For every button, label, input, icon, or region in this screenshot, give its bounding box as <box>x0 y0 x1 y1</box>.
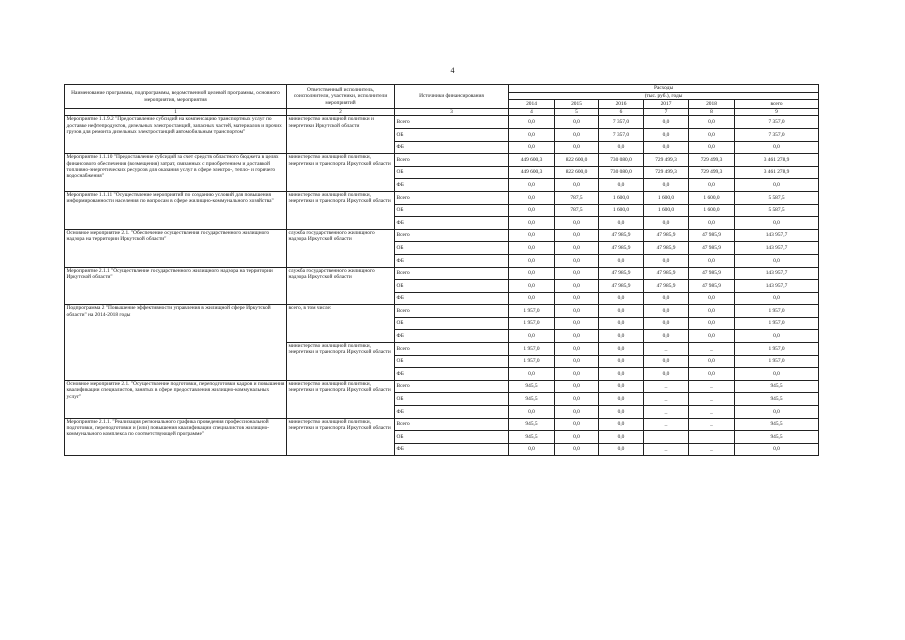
funding-source: ОБ <box>395 128 509 141</box>
executor-name: всего, в том числе: <box>287 305 395 343</box>
year-value: 0,0 <box>509 191 555 204</box>
year-value: _ <box>644 380 689 393</box>
funding-source: Всего <box>395 116 509 129</box>
year-value: 729 499,3 <box>644 166 689 179</box>
year-value: 47 985,9 <box>599 229 644 242</box>
column-index: 8 <box>689 109 735 116</box>
funding-source: Всего <box>395 380 509 393</box>
table-row <box>65 418 819 431</box>
year-value: 0,0 <box>555 292 599 305</box>
table-row <box>65 380 819 393</box>
year-value: 7 357,0 <box>599 128 644 141</box>
year-value: 945,5 <box>509 393 555 406</box>
year-value: 1 957,0 <box>509 317 555 330</box>
year-value: 47 985,9 <box>599 242 644 255</box>
year-value: 0,0 <box>644 217 689 230</box>
year-value <box>689 431 735 444</box>
total-value: 5 587,5 <box>735 204 819 217</box>
year-value: 822 600,0 <box>555 166 599 179</box>
year-value: 0,0 <box>555 343 599 356</box>
year-value: 0,0 <box>599 355 644 368</box>
year-value: 0,0 <box>555 179 599 192</box>
total-value: 0,0 <box>735 368 819 381</box>
total-value: 7 357,0 <box>735 128 819 141</box>
year-value: 0,0 <box>599 406 644 419</box>
year-value: 945,5 <box>509 380 555 393</box>
year-value: _ <box>689 443 735 456</box>
year-value: 0,0 <box>689 330 735 343</box>
year-value: _ <box>689 418 735 431</box>
program-name: Подпрограмма 2 "Повышение эффективности управления в жилищной сфере Иркутской области" на 2014-2018 годы <box>65 305 287 381</box>
total-value: 0,0 <box>735 217 819 230</box>
year-value: 0,0 <box>599 305 644 318</box>
total-value: 0,0 <box>735 254 819 267</box>
year-value: 1 600,0 <box>644 204 689 217</box>
column-index-row <box>65 109 819 116</box>
year-value: 0,0 <box>644 317 689 330</box>
year-value: 0,0 <box>509 280 555 293</box>
year-value: 0,0 <box>599 380 644 393</box>
funding-source: ОБ <box>395 204 509 217</box>
page-number: 4 <box>450 66 455 75</box>
funding-source: ФБ <box>395 330 509 343</box>
table-row <box>65 154 819 167</box>
total-value: 1 957,0 <box>735 317 819 330</box>
column-index: 7 <box>644 109 689 116</box>
header-year: 2017 <box>644 100 689 109</box>
year-value: 822 600,0 <box>555 154 599 167</box>
year-value: 0,0 <box>689 128 735 141</box>
year-value: 0,0 <box>555 431 599 444</box>
year-value: 0,0 <box>599 217 644 230</box>
year-value: 47 985,9 <box>644 280 689 293</box>
column-index: 2 <box>287 109 395 116</box>
year-value: 0,0 <box>689 355 735 368</box>
program-name: Мероприятие 2.1.1 "Осуществление государственного жилищного надзора на территории Иркутской области" <box>65 267 287 305</box>
total-value: 7 357,0 <box>735 116 819 129</box>
year-value: _ <box>644 443 689 456</box>
table-row <box>65 191 819 204</box>
year-value: 0,0 <box>555 393 599 406</box>
year-value: 0,0 <box>555 116 599 129</box>
year-value: 0,0 <box>555 418 599 431</box>
year-value: 729 499,3 <box>689 166 735 179</box>
year-value: 0,0 <box>555 128 599 141</box>
year-value: 0,0 <box>644 116 689 129</box>
year-value: 945,5 <box>509 431 555 444</box>
funding-source: ФБ <box>395 179 509 192</box>
year-value: 0,0 <box>689 116 735 129</box>
year-value: 0,0 <box>509 292 555 305</box>
year-value: 730 080,0 <box>599 154 644 167</box>
executor-name: министерство жилищной политики, энергетики и транспорта Иркутской области <box>287 380 395 418</box>
year-value: 0,0 <box>509 330 555 343</box>
year-value: 0,0 <box>644 305 689 318</box>
funding-source: ФБ <box>395 368 509 381</box>
executor-name: министерство жилищной политики, энергетики и транспорта Иркутской области <box>287 418 395 456</box>
funding-source: Всего <box>395 343 509 356</box>
total-value: 1 957,0 <box>735 355 819 368</box>
year-value: 47 985,9 <box>689 242 735 255</box>
funding-source: Всего <box>395 418 509 431</box>
total-value: 945,5 <box>735 393 819 406</box>
total-value: 945,5 <box>735 380 819 393</box>
year-value: 0,0 <box>644 128 689 141</box>
year-value: 0,0 <box>599 292 644 305</box>
funding-source: ФБ <box>395 217 509 230</box>
year-value: 0,0 <box>689 292 735 305</box>
funding-source: Всего <box>395 305 509 318</box>
year-value: 0,0 <box>555 355 599 368</box>
funding-source: Всего <box>395 191 509 204</box>
year-value: 729 499,3 <box>689 154 735 167</box>
total-value: 0,0 <box>735 292 819 305</box>
year-value: 0,0 <box>689 179 735 192</box>
year-value: 729 499,3 <box>644 154 689 167</box>
header-year: 2014 <box>509 100 555 109</box>
executor-name: министерство жилищной политики, энергетики и транспорта Иркутской области <box>287 191 395 229</box>
year-value: 0,0 <box>644 330 689 343</box>
total-value: 143 957,7 <box>735 242 819 255</box>
year-value: 449 600,3 <box>509 154 555 167</box>
year-value: 0,0 <box>599 317 644 330</box>
total-value: 0,0 <box>735 443 819 456</box>
year-value: _ <box>644 393 689 406</box>
year-value: 945,5 <box>509 418 555 431</box>
table-row <box>65 229 819 242</box>
year-value: 0,0 <box>599 368 644 381</box>
year-value: 0,0 <box>599 393 644 406</box>
funding-source: ОБ <box>395 166 509 179</box>
year-value: 1 957,0 <box>509 355 555 368</box>
year-value: 0,0 <box>599 254 644 267</box>
year-value: 0,0 <box>599 431 644 444</box>
year-value: 0,0 <box>599 179 644 192</box>
year-value: 0,0 <box>509 254 555 267</box>
total-value: 0,0 <box>735 406 819 419</box>
year-value: 47 985,9 <box>689 229 735 242</box>
program-name: Основное мероприятие 2.1. "Обеспечение осуществления государственного жилищного надзора на территории Иркутской области" <box>65 229 287 267</box>
year-value: 0,0 <box>599 418 644 431</box>
column-index: 3 <box>395 109 509 116</box>
year-value: 0,0 <box>555 406 599 419</box>
header-executor: Ответственный исполнитель, соисполнители, участники, исполнители мероприятий <box>287 85 395 109</box>
year-value: 1 600,0 <box>644 191 689 204</box>
table-body <box>65 116 819 456</box>
funding-source: ОБ <box>395 280 509 293</box>
year-value: 0,0 <box>509 204 555 217</box>
header-year: 2018 <box>689 100 735 109</box>
executor-name: министерство жилищной политики, энергетики и транспорта Иркутской области <box>287 154 395 192</box>
year-value: 0,0 <box>689 305 735 318</box>
year-value: 1 957,0 <box>509 305 555 318</box>
year-value: 0,0 <box>644 254 689 267</box>
year-value: 1 600,0 <box>689 204 735 217</box>
year-value: _ <box>644 418 689 431</box>
program-name: Мероприятие 1.1.9.2 "Предоставление субсидий на компенсацию транспортных услуг по доставке нефтепродуктов, дизельных электростанций, запасных частей, материалов и прочих грузов для ремонта дизельных электростанций автомобильным транспортом" <box>65 116 287 154</box>
year-value: _ <box>689 380 735 393</box>
total-value: 0,0 <box>735 179 819 192</box>
total-value: 0,0 <box>735 330 819 343</box>
year-value: 47 985,9 <box>599 267 644 280</box>
year-value: 47 985,9 <box>599 280 644 293</box>
year-value: _ <box>689 343 735 356</box>
executor-name: служба государственного жилищного надзора Иркутской области <box>287 229 395 267</box>
total-value: 945,5 <box>735 418 819 431</box>
total-value: 5 587,5 <box>735 191 819 204</box>
funding-source: ОБ <box>395 355 509 368</box>
year-value: 787,5 <box>555 191 599 204</box>
year-value: 1 957,0 <box>509 343 555 356</box>
year-value <box>644 431 689 444</box>
funding-source: ФБ <box>395 292 509 305</box>
header-total: всего <box>735 100 819 109</box>
funding-source: Всего <box>395 154 509 167</box>
year-value: _ <box>689 406 735 419</box>
year-value: _ <box>644 406 689 419</box>
year-value: 0,0 <box>555 141 599 154</box>
year-value: 0,0 <box>509 217 555 230</box>
year-value: 0,0 <box>509 443 555 456</box>
year-value: 0,0 <box>555 380 599 393</box>
total-value: 3 461 278,9 <box>735 166 819 179</box>
total-value: 1 957,0 <box>735 343 819 356</box>
year-value: 0,0 <box>644 179 689 192</box>
program-name: Мероприятие 2.1.1. "Реализация регионального графика проведения профессиональной подготовки, переподготовки и (или) повышения квалификации специалистов жилищно-коммунального комплекса по соответствующей программе" <box>65 418 287 456</box>
year-value: 0,0 <box>689 217 735 230</box>
funding-source: ФБ <box>395 254 509 267</box>
column-index: 5 <box>555 109 599 116</box>
header-expenses: Расходы <box>509 85 819 93</box>
column-index: 6 <box>599 109 644 116</box>
year-value: 0,0 <box>555 330 599 343</box>
year-value: 0,0 <box>509 141 555 154</box>
year-value: 0,0 <box>555 217 599 230</box>
year-value: 47 985,9 <box>644 229 689 242</box>
year-value: 0,0 <box>555 368 599 381</box>
year-value: 0,0 <box>509 116 555 129</box>
year-value: 0,0 <box>644 292 689 305</box>
year-value: 47 985,9 <box>689 280 735 293</box>
year-value: 0,0 <box>555 305 599 318</box>
program-name: Мероприятие 1.1.10 "Предоставление субсидий за счет средств областного бюджета в целях финансового обеспечения (возмещения) затрат, связанных с приобретением и доставкой топливно-энергетических ресурсов для оказания услуг в сфере электро-, тепло- и горячего водоснабжения" <box>65 154 287 192</box>
year-value: 0,0 <box>555 280 599 293</box>
total-value: 143 957,7 <box>735 280 819 293</box>
header-name: Наименование программы, подпрограммы, ведомственной целевой программы, основного мероприятия, мероприятия <box>65 85 287 109</box>
table-row <box>65 305 819 318</box>
year-value: 0,0 <box>509 128 555 141</box>
year-value: 0,0 <box>509 267 555 280</box>
funding-source: ФБ <box>395 141 509 154</box>
executor-name: министерство жилищной политики, энергетики и транспорта Иркутской области <box>287 343 395 381</box>
year-value: 0,0 <box>644 368 689 381</box>
year-value: 0,0 <box>644 355 689 368</box>
funding-source: ОБ <box>395 317 509 330</box>
year-value: 0,0 <box>689 141 735 154</box>
total-value: 945,5 <box>735 431 819 444</box>
year-value: 0,0 <box>509 229 555 242</box>
year-value: 47 985,9 <box>644 267 689 280</box>
funding-source: ФБ <box>395 406 509 419</box>
year-value: 0,0 <box>599 343 644 356</box>
total-value: 143 957,7 <box>735 229 819 242</box>
total-value: 143 957,7 <box>735 267 819 280</box>
funding-source: ОБ <box>395 242 509 255</box>
year-value: 7 357,0 <box>599 116 644 129</box>
year-value: 47 985,9 <box>689 267 735 280</box>
year-value: 47 985,9 <box>644 242 689 255</box>
year-value: 0,0 <box>599 141 644 154</box>
funding-source: ФБ <box>395 443 509 456</box>
year-value: 0,0 <box>689 254 735 267</box>
year-value: 0,0 <box>599 330 644 343</box>
year-value: _ <box>689 393 735 406</box>
year-value: 0,0 <box>599 443 644 456</box>
expenses-table <box>64 84 819 456</box>
year-value: 449 600,3 <box>509 166 555 179</box>
year-value: 1 600,0 <box>599 191 644 204</box>
executor-name: министерство жилищной политики и энергетики Иркутской области <box>287 116 395 154</box>
year-value: 0,0 <box>555 242 599 255</box>
year-value: 0,0 <box>555 317 599 330</box>
year-value: 0,0 <box>509 242 555 255</box>
funding-source: ОБ <box>395 393 509 406</box>
column-index: 4 <box>509 109 555 116</box>
column-index: 1 <box>65 109 287 116</box>
year-value: 0,0 <box>509 368 555 381</box>
year-value: 1 600,0 <box>599 204 644 217</box>
year-value: 0,0 <box>689 317 735 330</box>
year-value: 787,5 <box>555 204 599 217</box>
executor-name: служба государственного жилищного надзора Иркутской области <box>287 267 395 305</box>
funding-source: Всего <box>395 229 509 242</box>
header-year: 2015 <box>555 100 599 109</box>
column-index: 9 <box>735 109 819 116</box>
header-source: Источники финансирования <box>395 85 509 109</box>
table-header <box>65 85 819 116</box>
program-name: Мероприятие 1.1.11 "Осуществление мероприятий по созданию условий для повышения информированности населения по вопросам в сфере жилищно-коммунального хозяйства" <box>65 191 287 229</box>
header-year: 2016 <box>599 100 644 109</box>
program-name: Основное мероприятие 2.1. "Осуществление подготовки, переподготовки кадров и повышения квалификации специалистов, занятых в сфере предоставления жилищно-коммунальных услуг" <box>65 380 287 418</box>
total-value: 1 957,0 <box>735 305 819 318</box>
table-row <box>65 267 819 280</box>
total-value: 0,0 <box>735 141 819 154</box>
year-value: 730 080,0 <box>599 166 644 179</box>
year-value: 0,0 <box>555 443 599 456</box>
table-row <box>65 116 819 129</box>
year-value: 0,0 <box>689 368 735 381</box>
year-value: 0,0 <box>555 254 599 267</box>
year-value: 0,0 <box>555 267 599 280</box>
total-value: 3 461 278,9 <box>735 154 819 167</box>
funding-source: ОБ <box>395 431 509 444</box>
year-value: 0,0 <box>555 229 599 242</box>
year-value: 0,0 <box>509 406 555 419</box>
year-value: _ <box>644 343 689 356</box>
year-value: 0,0 <box>509 179 555 192</box>
year-value: 1 600,0 <box>689 191 735 204</box>
funding-source: Всего <box>395 267 509 280</box>
year-value: 0,0 <box>644 141 689 154</box>
header-units: (тыс. руб.), годы <box>509 92 819 100</box>
